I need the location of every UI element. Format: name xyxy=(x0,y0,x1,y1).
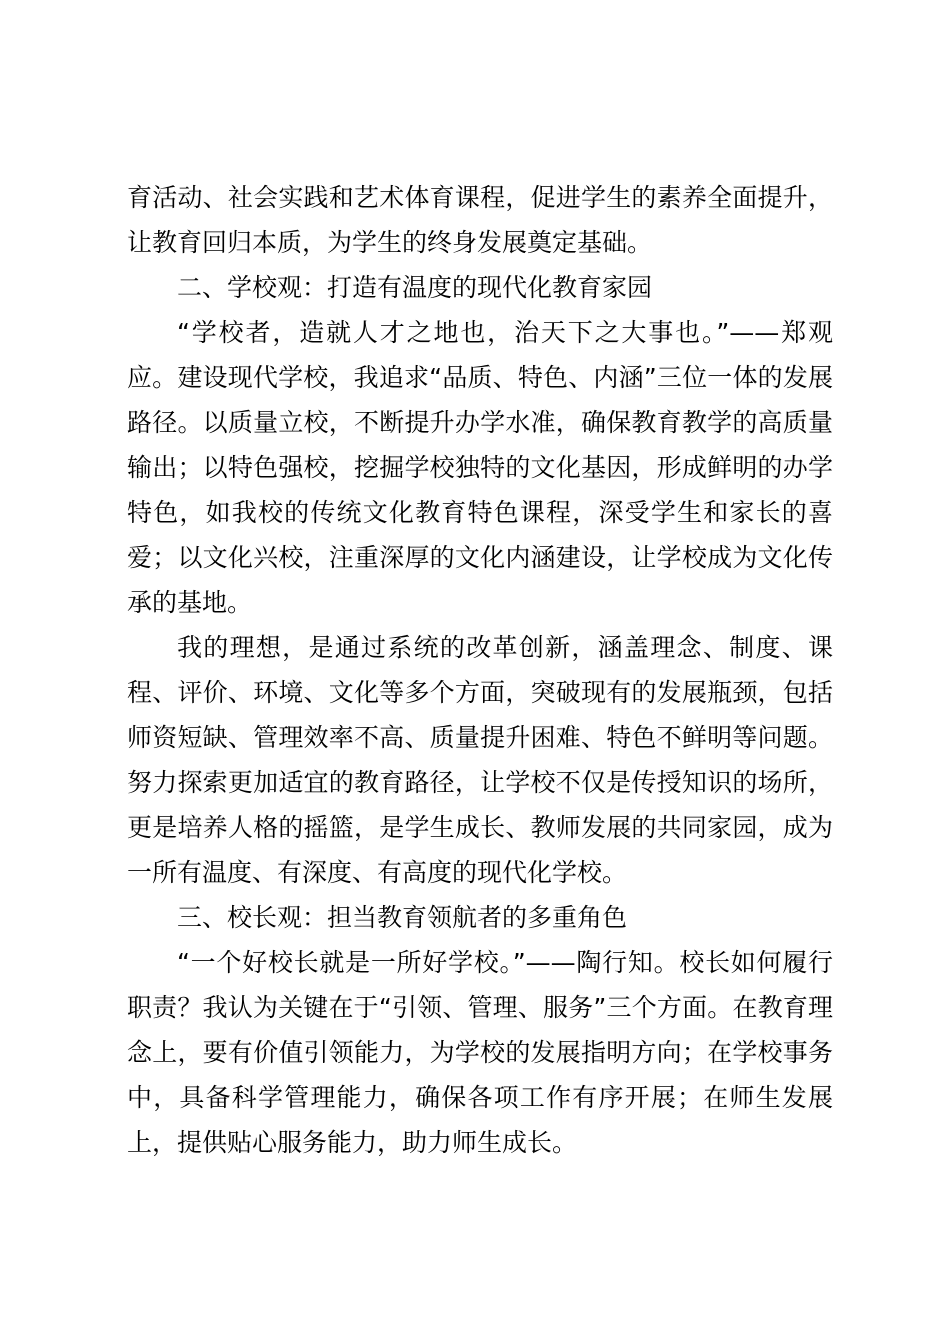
paragraph-school-quote: “学校者，造就人才之地也，治天下之大事也。”——郑观应。建设现代学校，我追求“品质、特色、内涵”三位一体的发展路径。以质量立校，不断提升办学水准，确保教育教学的高质量输出；以特色强校，挖掘学校独特的文化基因，形成鲜明的办学特色，如我校的传统文化教育特色课程，深受学生和家长的喜爱；以文化兴校，注重深厚的文化内涵建设，让学校成为文化传承的基地。 xyxy=(127,318,833,617)
paragraph-ideal: 我的理想，是通过系统的改革创新，涵盖理念、制度、课程、评价、环境、文化等多个方面，突破现有的发展瓶颈，包括师资短缺、管理效率不高、质量提升困难、特色不鲜明等问题。努力探索更加适宜的教育路径，让学校不仅是传授知识的场所，更是培养人格的摇篮，是学生成长、教师发展的共同家园，成为一所有温度、有深度、有高度的现代化学校。 xyxy=(127,633,833,887)
paragraph-principal-quote: “一个好校长就是一所好学校。”——陶行知。校长如何履行职责？我认为关键在于“引领、管理、服务”三个方面。在教育理念上，要有价值引领能力，为学校的发展指明方向；在学校事务中，具备科学管理能力，确保各项工作有序开展；在师生发展上，提供贴心服务能力，助力师生成长。 xyxy=(127,948,833,1157)
section-heading-principal-view: 三、校长观：担当教育领航者的多重角色 xyxy=(177,903,628,932)
paragraph-continuation: 育活动、社会实践和艺术体育课程，促进学生的素养全面提升，让教育回归本质，为学生的终身发展奠定基础。 xyxy=(127,183,833,257)
document-page xyxy=(127,175,833,1165)
section-heading-school-view: 二、学校观：打造有温度的现代化教育家园 xyxy=(177,273,653,302)
